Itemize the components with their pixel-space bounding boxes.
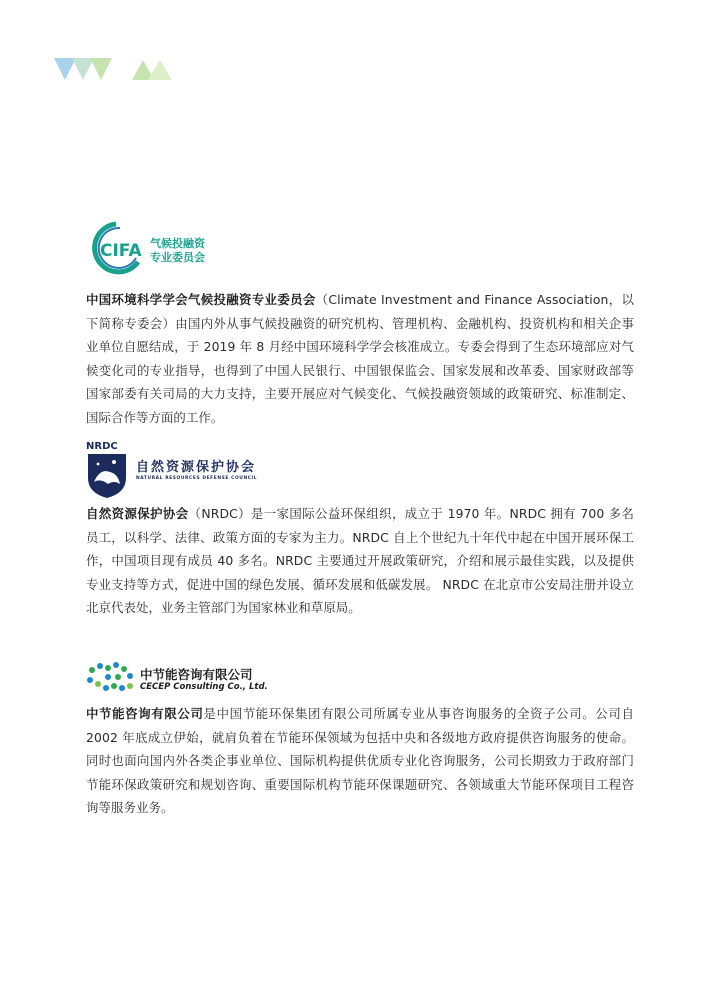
cifa-logo-cn-line2: 专业委员会 xyxy=(150,251,205,264)
corner-decoration xyxy=(54,58,174,84)
cifa-logo-text: CIFA xyxy=(100,241,142,261)
cecep-logo-en: CECEP Consulting Co., Ltd. xyxy=(140,682,268,692)
cecep-paragraph xyxy=(86,702,634,820)
cifa-logo-cn xyxy=(150,237,205,265)
nrdc-section xyxy=(86,502,634,620)
cifa-paragraph xyxy=(86,288,634,429)
cifa-org-name: 中国环境科学学会气候投融资专业委员会 xyxy=(86,292,316,307)
cifa-logo-cn-line1: 气候投融资 xyxy=(150,237,205,250)
nrdc-logo-en: NATURAL RESOURCES DEFENSE COUNCIL xyxy=(136,476,258,481)
nrdc-description: （NRDC）是一家国际公益环保组织，成立于 1970 年。NRDC 拥有 700 多名员工，以科学、法律、政策方面的专家为主力。NRDC 自上个世纪九十年代中起在中国开展环保工作，中国项目现有成员 40 多名。NRDC 主要通过开展政策研究，介绍和展示最佳实践，以及提供专业支持等方式，促进中国的绿色发展、循环发展和低碳发展。 NRDC 在北京市公安局注册并设立北京代表处，业务主管部门为国家林业和草原局。 xyxy=(86,506,634,615)
nrdc-logo-cn: 自然资源保护协会 xyxy=(136,460,257,475)
cecep-description: 是中国节能环保集团有限公司所属专业从事咨询服务的全资子公司。公司自 2002 年底成立伊始，就肩负着在节能环保领域为包括中央和各级地方政府提供咨询服务的使命。同时也面向国内外各类企事业单位、国际机构提供优质专业化咨询服务，公司长期致力于政府部门节能环保政策研究和规划咨询、重要国际机构节能环保课题研究、各领域重大节能环保项目工程咨询等服务业务。 xyxy=(86,706,634,815)
cecep-section xyxy=(86,702,634,820)
cecep-org-name: 中节能咨询有限公司 xyxy=(86,706,204,721)
cifa-description: （Climate Investment and Finance Association，以下简称专委会）由国内外从事气候投融资的研究机构、管理机构、金融机构、投资机构和相关企事业单位自愿结成，于 2019 年 8 月经中国环境科学学会核准成立。专委会得到了生态环境部应对气候变化司的专业指导，也得到了中国人民银行、中国银保监会、国家发展和改革委、国家财政部等国家部委有关司局的大力支持，主要开展应对气候变化、气候投融资领域的政策研究、标准制定、国际合作等方面的工作。 xyxy=(86,292,634,425)
nrdc-org-name: 自然资源保护协会 xyxy=(86,506,189,521)
cecep-logo-cn: 中节能咨询有限公司 xyxy=(140,667,253,682)
nrdc-paragraph xyxy=(86,502,634,620)
cifa-section xyxy=(86,288,634,429)
nrdc-logo-abbr: NRDC xyxy=(86,441,118,452)
